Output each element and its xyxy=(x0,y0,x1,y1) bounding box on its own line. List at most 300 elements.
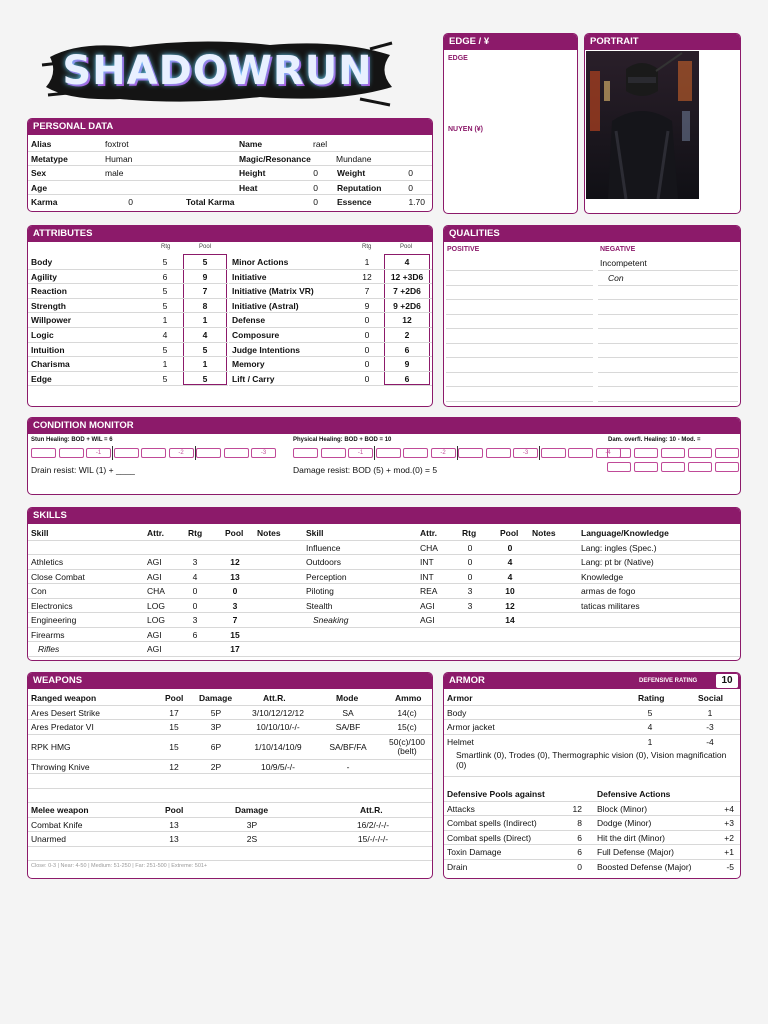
skill-name: Firearms xyxy=(31,629,65,640)
derived-attribute-name: Lift / Carry xyxy=(232,373,275,384)
skill-name: Outdoors xyxy=(306,557,341,567)
attribute-name: Logic xyxy=(31,330,54,340)
negative-quality-2: Con xyxy=(608,272,624,283)
weapon-name: Ares Desert Strike xyxy=(31,707,100,718)
skill-attribute: AGI xyxy=(147,557,162,567)
positive-label: POSITIVE xyxy=(447,246,480,253)
skills-h-skill-left: Skill xyxy=(31,528,49,538)
armor-h-name: Armor xyxy=(447,693,473,703)
quality-line-negative xyxy=(598,314,738,315)
skill-rating: 0 xyxy=(192,600,198,611)
skills-h-lang: Language/Knowledge xyxy=(581,528,669,538)
condition-box: -2 xyxy=(431,448,456,458)
skill-pool: 12 xyxy=(230,557,240,567)
armor-rating: 5 xyxy=(647,707,653,718)
ranged-h-name: Ranged weapon xyxy=(31,693,97,703)
armor-name: Armor jacket xyxy=(447,722,495,732)
quality-line-negative xyxy=(598,343,738,344)
metatype-value: Human xyxy=(105,153,133,164)
condition-box: -3 xyxy=(513,448,538,458)
attribute-rating: 4 xyxy=(162,330,168,340)
condition-box: -1 xyxy=(86,448,111,458)
attribute-row xyxy=(28,284,228,299)
skill-row xyxy=(28,642,740,657)
sex-value: male xyxy=(105,168,124,178)
defensive-pool-name: Attacks xyxy=(447,803,475,814)
attr-pool-header-left: Pool xyxy=(199,244,212,250)
armor-title xyxy=(444,673,740,689)
weapon-name: RPK HMG xyxy=(31,741,71,752)
attribute-pool: 1 xyxy=(202,315,208,326)
melee-weapon-row xyxy=(28,832,432,847)
nuyen-label: NUYEN (¥) xyxy=(448,126,484,133)
armor-rating: 4 xyxy=(647,722,653,732)
weapon-pool: 17 xyxy=(169,707,179,718)
derived-attribute-pool: 9 xyxy=(404,359,410,370)
ranged-h-mode: Mode xyxy=(336,693,359,703)
overflow-box xyxy=(634,448,658,458)
skill-rating: 6 xyxy=(192,629,198,640)
attribute-name: Charisma xyxy=(31,359,70,370)
weapon-damage: 3P xyxy=(210,722,222,732)
skill-attribute: CHA xyxy=(147,586,165,596)
overflow-box xyxy=(715,462,739,472)
stun-healing-label: Stun Healing: BOD + WIL = 6 xyxy=(31,437,113,443)
skills-panel xyxy=(27,507,741,661)
condition-box xyxy=(224,448,249,458)
attribute-row xyxy=(28,328,228,343)
defense-header-row xyxy=(444,787,740,802)
armor-row xyxy=(444,735,740,750)
derived-attribute-pool: 12 xyxy=(402,315,412,326)
derived-attribute-row xyxy=(229,328,432,343)
condition-box xyxy=(141,448,166,458)
derived-attribute-rating: 1 xyxy=(364,257,370,267)
magic-label: Magic/Resonance xyxy=(239,153,311,164)
attribute-rating: 1 xyxy=(162,315,168,326)
attr-rtg-header-right: Rtg xyxy=(362,244,372,250)
weapon-ammo: 50(c)/100 (belt) xyxy=(389,736,425,756)
height-label: Height xyxy=(239,168,266,178)
skill-attribute: AGI xyxy=(147,644,162,654)
ranged-h-damage: Damage xyxy=(199,693,233,703)
overflow-box xyxy=(661,462,685,472)
quality-line-positive xyxy=(446,357,593,358)
skill-attribute: LOG xyxy=(147,600,165,611)
attribute-pool: 7 xyxy=(202,286,208,297)
edge-label: EDGE xyxy=(448,55,468,62)
condition-box xyxy=(403,448,428,458)
armor-social: -3 xyxy=(706,722,714,732)
defensive-rating-value: 10 xyxy=(716,674,738,688)
melee-h-name: Melee weapon xyxy=(31,805,89,815)
melee-name: Combat Knife xyxy=(31,819,83,830)
defensive-pool-value: 8 xyxy=(577,818,582,828)
attr-rtg-header-left: Rtg xyxy=(161,244,171,250)
skill-name: Athletics xyxy=(31,557,64,567)
weapon-ammo: 14(c) xyxy=(397,707,417,718)
melee-attack-rating: 16/2/-/-/- xyxy=(356,819,390,830)
condition-box: -2 xyxy=(169,448,194,458)
knowledge-entry: Lang: pt br (Native) xyxy=(581,557,654,567)
def-pools-header: Defensive Pools against xyxy=(447,789,545,799)
attribute-pool: 5 xyxy=(202,373,208,384)
attr-pool-header-right: Pool xyxy=(400,244,413,250)
condition-box: -4 xyxy=(596,448,621,458)
quality-line-positive xyxy=(446,299,593,300)
logo-text: SHADOWRUN xyxy=(62,48,373,94)
derived-attribute-name: Judge Intentions xyxy=(232,344,300,355)
armor-title-text: ARMOR xyxy=(449,675,485,686)
quality-line-positive xyxy=(446,285,593,286)
attribute-pool: 5 xyxy=(202,344,208,355)
defensive-pool-name: Combat spells (Direct) xyxy=(447,832,532,843)
name-label: Name xyxy=(239,139,263,149)
overflow-box xyxy=(607,462,631,472)
quality-line-positive xyxy=(446,314,593,315)
armor-row xyxy=(444,706,740,721)
weapon-attack-rating: 10/10/10/-/- xyxy=(256,722,300,732)
alias-label: Alias xyxy=(31,139,52,149)
attribute-row xyxy=(28,270,228,285)
condition-box xyxy=(321,448,346,458)
derived-attribute-pool: 12 +3D6 xyxy=(390,271,424,282)
skills-h-notes-right: Notes xyxy=(532,528,556,538)
derived-attribute-row xyxy=(229,372,432,387)
skills-h-rtg-right: Rtg xyxy=(462,528,477,538)
karma-value: 0 xyxy=(128,197,133,207)
quality-line-negative xyxy=(598,401,738,402)
defensive-action-value: +4 xyxy=(724,803,734,814)
reputation-label: Reputation xyxy=(337,182,382,193)
armor-row xyxy=(444,720,740,735)
qualities-panel xyxy=(443,225,741,407)
quality-line-positive xyxy=(446,401,593,402)
attribute-pool: 1 xyxy=(202,359,208,370)
condition-track-separator xyxy=(539,446,540,460)
derived-attribute-row xyxy=(229,270,432,285)
defensive-action-name: Dodge (Minor) xyxy=(597,818,652,828)
armor-name: Helmet xyxy=(447,736,474,747)
attribute-name: Strength xyxy=(31,300,66,311)
personal-row-3 xyxy=(28,166,432,181)
overflow-box xyxy=(634,462,658,472)
derived-attribute-rating: 12 xyxy=(362,271,372,282)
armor-social: 1 xyxy=(707,707,713,718)
attribute-name: Willpower xyxy=(31,315,72,326)
helmet-mods: Smartlink (0), Trodes (0), Thermographic vision (0), Vision magnification (0) xyxy=(456,750,727,770)
derived-attribute-name: Minor Actions xyxy=(232,257,289,267)
range-legend: Close: 0-3 | Near: 4-50 | Medium: 51-250 | Far: 251-500 | Extreme: 501+ xyxy=(31,863,208,869)
defensive-action-value: -5 xyxy=(726,861,734,872)
age-label: Age xyxy=(31,182,48,193)
derived-attribute-rating: 0 xyxy=(364,373,370,384)
attribute-row xyxy=(28,343,228,358)
condition-box xyxy=(114,448,139,458)
negative-label: NEGATIVE xyxy=(600,246,636,253)
melee-h-ar: Att.R. xyxy=(360,805,383,815)
height-value: 0 xyxy=(313,168,318,178)
skill-attribute: REA xyxy=(420,586,438,596)
weight-label: Weight xyxy=(337,168,366,178)
attribute-row xyxy=(28,255,228,270)
armor-h-social: Social xyxy=(698,693,724,703)
attribute-pool: 4 xyxy=(202,330,208,340)
skill-row xyxy=(28,541,740,556)
reputation-value: 0 xyxy=(408,182,413,193)
alias-value: foxtrot xyxy=(105,139,129,149)
skills-h-pool-left: Pool xyxy=(225,528,244,538)
defense-row xyxy=(444,845,740,860)
ranged-weapon-row xyxy=(28,720,432,735)
karma-label: Karma xyxy=(31,197,58,207)
derived-attribute-rating: 9 xyxy=(364,300,370,311)
skills-h-attr-right: Attr. xyxy=(420,528,437,538)
quality-line-negative xyxy=(598,372,738,373)
skill-attribute: AGI xyxy=(420,615,435,625)
skill-rating: 3 xyxy=(467,586,473,596)
attribute-name: Intuition xyxy=(31,344,65,355)
defensive-action-value: +2 xyxy=(724,832,734,843)
ranged-h-pool: Pool xyxy=(165,693,184,703)
skill-pool: 4 xyxy=(507,571,513,582)
skills-header-row xyxy=(28,526,740,541)
defensive-pool-name: Toxin Damage xyxy=(447,847,502,857)
attribute-rating: 5 xyxy=(162,373,168,384)
defense-row xyxy=(444,860,740,875)
condition-box: -1 xyxy=(348,448,373,458)
personal-row-5 xyxy=(28,195,432,210)
ranged-header-row xyxy=(28,691,432,706)
physical-healing-label: Physical Healing: BOD + BOD = 10 xyxy=(293,437,392,443)
skill-attribute: CHA xyxy=(420,542,438,553)
ranged-h-ammo: Ammo xyxy=(395,693,422,703)
skill-row xyxy=(28,628,740,643)
portrait-panel-title: PORTRAIT xyxy=(585,34,740,50)
personal-row-4 xyxy=(28,181,432,196)
quality-line-negative xyxy=(598,328,738,329)
condition-box xyxy=(541,448,566,458)
ranged-weapon-row xyxy=(28,774,432,789)
ranged-weapon-row xyxy=(28,706,432,721)
derived-attribute-name: Initiative (Matrix VR) xyxy=(232,286,314,297)
armor-panel xyxy=(443,672,741,879)
quality-line-positive xyxy=(446,270,593,271)
skill-name: Con xyxy=(31,586,47,596)
weapon-name: Ares Predator VI xyxy=(31,722,94,732)
skill-row xyxy=(28,599,740,614)
derived-attribute-pool: 9 +2D6 xyxy=(393,300,421,311)
skill-name: Engineering xyxy=(31,615,77,625)
skill-row xyxy=(28,555,740,570)
skill-row xyxy=(28,613,740,628)
skills-h-attr-left: Attr. xyxy=(147,528,164,538)
derived-attribute-row xyxy=(229,357,432,372)
skill-name: Stealth xyxy=(306,600,333,611)
condition-box xyxy=(568,448,593,458)
skill-pool: 4 xyxy=(507,557,513,567)
derived-attribute-name: Defense xyxy=(232,315,266,326)
skill-pool: 10 xyxy=(505,586,515,596)
melee-h-pool: Pool xyxy=(165,805,184,815)
defense-row xyxy=(444,816,740,831)
skills-title: SKILLS xyxy=(28,508,740,524)
weapon-attack-rating: 3/10/12/12/12 xyxy=(252,707,304,718)
weapon-attack-rating: 1/10/14/10/9 xyxy=(254,741,302,752)
derived-attribute-pool: 6 xyxy=(404,373,410,384)
portrait-panel xyxy=(584,33,741,214)
attribute-rating: 5 xyxy=(162,257,168,267)
derived-attribute-rating: 7 xyxy=(364,286,370,297)
skill-pool: 3 xyxy=(232,600,238,611)
melee-pool: 13 xyxy=(169,834,179,844)
armor-divider xyxy=(444,776,740,777)
attribute-name: Body xyxy=(31,257,53,267)
skill-pool: 13 xyxy=(230,571,240,582)
name-value: rael xyxy=(313,139,328,149)
defense-row xyxy=(444,831,740,846)
skill-name: Electronics xyxy=(31,600,73,611)
skill-pool: 17 xyxy=(230,644,240,654)
skill-pool: 0 xyxy=(232,586,238,596)
derived-attribute-row xyxy=(229,284,432,299)
derived-attribute-name: Memory xyxy=(232,359,265,370)
attribute-rating: 5 xyxy=(162,286,168,297)
defensive-action-value: +1 xyxy=(724,847,734,857)
attribute-row xyxy=(28,357,228,372)
weapon-pool: 12 xyxy=(169,761,179,772)
skill-attribute: INT xyxy=(420,557,434,567)
skill-rating: 0 xyxy=(467,557,473,567)
attribute-name: Edge xyxy=(31,373,52,384)
knowledge-entry: Lang: ingles (Spec.) xyxy=(581,542,657,553)
melee-pool: 13 xyxy=(169,819,179,830)
weapon-mode: SA/BF xyxy=(335,722,361,732)
heat-value: 0 xyxy=(313,182,318,193)
melee-damage: 3P xyxy=(246,819,258,830)
armor-rating: 1 xyxy=(647,736,653,747)
derived-attribute-row xyxy=(229,313,432,328)
skill-name: Piloting xyxy=(306,586,334,596)
defensive-rating-label: DEFENSIVE RATING xyxy=(639,678,698,684)
weapon-mode: - xyxy=(346,761,350,772)
def-actions-header: Defensive Actions xyxy=(597,789,671,799)
ranged-weapon-row xyxy=(28,735,432,760)
weapon-name: Throwing Knive xyxy=(31,761,90,772)
essence-label: Essence xyxy=(337,197,372,207)
quality-line-positive xyxy=(446,343,593,344)
derived-attribute-pool: 6 xyxy=(404,344,410,355)
personal-data-title: PERSONAL DATA xyxy=(28,119,432,135)
skill-pool: 12 xyxy=(505,600,515,611)
attribute-row xyxy=(28,372,228,387)
overflow-box xyxy=(661,448,685,458)
weapon-damage: 2P xyxy=(210,761,222,772)
personal-row-1 xyxy=(28,137,432,152)
overflow-box xyxy=(715,448,739,458)
knowledge-entry: armas de fogo xyxy=(581,586,636,596)
attribute-rating: 5 xyxy=(162,344,168,355)
attribute-name: Reaction xyxy=(31,286,67,297)
condition-box xyxy=(486,448,511,458)
armor-name: Body xyxy=(447,707,467,718)
attributes-title: ATTRIBUTES xyxy=(28,226,432,242)
skill-name: Perception xyxy=(306,571,347,582)
melee-weapon-row xyxy=(28,818,432,833)
derived-attribute-rating: 0 xyxy=(364,344,370,355)
skill-name: Sneaking xyxy=(313,615,349,625)
portrait-image xyxy=(586,51,699,199)
defense-row xyxy=(444,802,740,817)
attribute-row xyxy=(28,313,228,328)
defensive-action-name: Block (Minor) xyxy=(597,803,648,814)
skill-pool: 7 xyxy=(232,615,238,625)
knowledge-entry: taticas militares xyxy=(581,600,640,611)
condition-monitor-panel xyxy=(27,417,741,495)
defensive-action-value: +3 xyxy=(724,818,734,828)
skill-name: Close Combat xyxy=(31,571,85,582)
melee-attack-rating: 15/-/-/-/- xyxy=(357,834,389,844)
weight-value: 0 xyxy=(408,168,413,178)
drain-resist-text: Drain resist: WIL (1) + ____ xyxy=(31,465,135,475)
defensive-pool-value: 6 xyxy=(577,832,582,843)
quality-line-positive xyxy=(446,372,593,373)
condition-box xyxy=(376,448,401,458)
skill-rating: 4 xyxy=(192,571,198,582)
skill-rating: 0 xyxy=(467,571,473,582)
skill-rating: 0 xyxy=(467,542,473,553)
skills-h-rtg-left: Rtg xyxy=(188,528,203,538)
condition-box xyxy=(59,448,84,458)
condition-box: -3 xyxy=(251,448,276,458)
skill-attribute: AGI xyxy=(147,571,162,582)
weapon-mode: SA xyxy=(342,707,354,718)
skill-pool: 14 xyxy=(505,615,515,625)
skill-name: Rifles xyxy=(38,644,60,654)
quality-line-negative xyxy=(598,299,738,300)
damage-resist-text: Damage resist: BOD (5) + mod.(0) = 5 xyxy=(293,465,438,475)
weapon-pool: 15 xyxy=(169,741,179,752)
skill-attribute: INT xyxy=(420,571,434,582)
attributes-panel xyxy=(27,225,433,407)
defensive-pool-value: 12 xyxy=(572,803,582,814)
overflow-box xyxy=(688,448,712,458)
knowledge-entry: Knowledge xyxy=(581,571,624,582)
weapon-damage: 5P xyxy=(210,707,222,718)
derived-attribute-pool: 2 xyxy=(404,330,410,340)
metatype-label: Metatype xyxy=(31,153,68,164)
weapon-mode: SA/BF/FA xyxy=(329,741,367,752)
weapon-pool: 15 xyxy=(169,722,179,732)
ranged-h-ar: Att.R. xyxy=(263,693,286,703)
skill-rating: 3 xyxy=(192,615,198,625)
personal-data-panel xyxy=(27,118,433,212)
derived-attribute-rating: 0 xyxy=(364,330,370,340)
derived-attribute-name: Initiative xyxy=(232,271,267,282)
melee-weapon-row xyxy=(28,847,432,862)
armor-h-rating: Rating xyxy=(638,693,665,703)
skill-pool: 0 xyxy=(507,542,513,553)
shadowrun-logo xyxy=(40,35,395,107)
armor-header-row xyxy=(444,691,740,706)
skill-rating: 3 xyxy=(467,600,473,611)
condition-box xyxy=(31,448,56,458)
melee-h-damage: Damage xyxy=(235,805,269,815)
total-karma-label: Total Karma xyxy=(186,197,235,207)
personal-row-2 xyxy=(28,152,432,167)
essence-value: 1.70 xyxy=(408,197,425,207)
defensive-pool-value: 0 xyxy=(577,861,582,872)
